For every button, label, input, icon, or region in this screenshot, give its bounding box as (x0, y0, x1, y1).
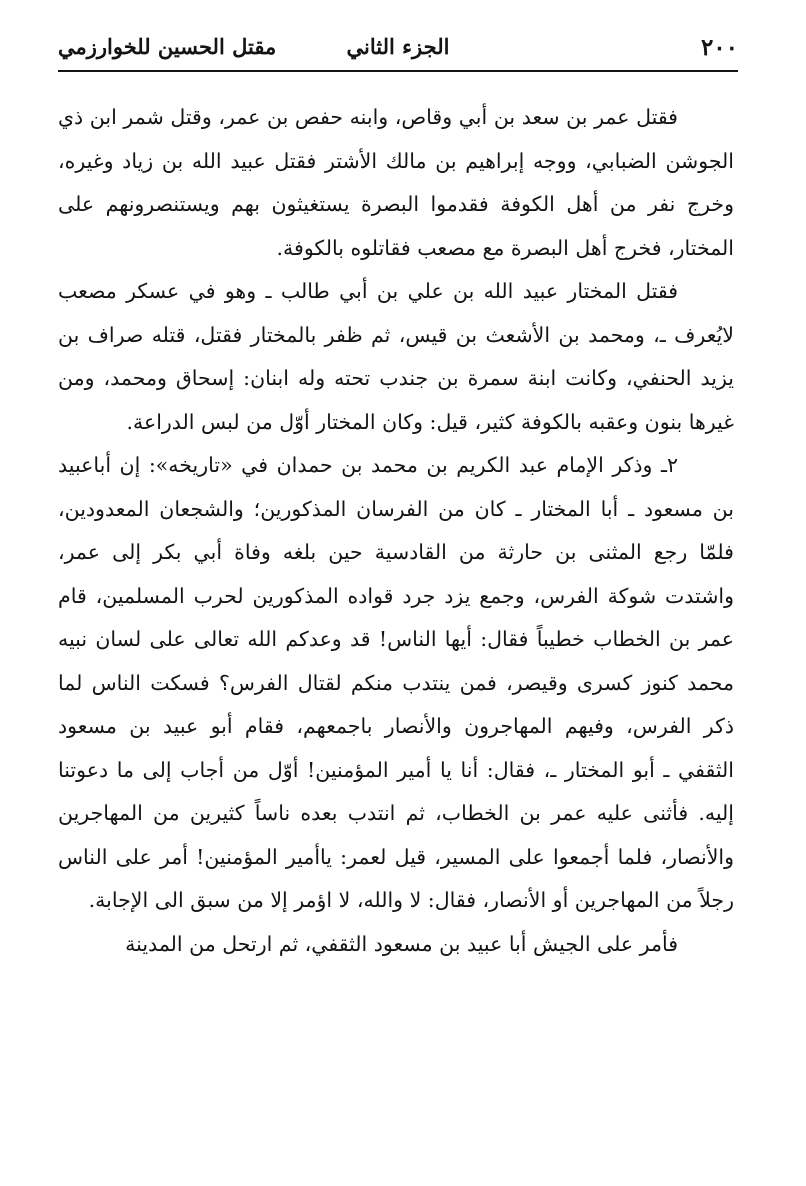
running-header (58, 30, 738, 70)
body-text (58, 96, 734, 966)
paragraph-3: ٢ـ وذكر الإمام عبد الكريم بن محمد بن حمدان في «تاريخه»: إن أباعبيد بن مسعود ـ أبا المختار ـ كان من الفرسان المذكورين؛ والشجعان المعدودين، فلمّا رجع المثنى بن حارثة من القادسية حين بلغه وفاة أبي بكر إلى عمر، واشتدت شوكة الفرس، وجمع يزد جرد قواده المذكورين لحرب المسلمين، قام عمر بن الخطاب خطيباً فقال: أيها الناس! قد وعدكم الله تعالى على لسان نبيه محمد كنوز كسرى وقيصر، فمن ينتدب منكم لقتال الفرس؟ فسكت الناس لما ذكر الفرس، وفيهم المهاجرون والأنصار باجمعهم، فقام أبو عبيد بن مسعود الثقفي ـ أبو المختار ـ، فقال: أنا يا أمير المؤمنين! أوّل من أجاب إلى ما دعوتنا إليه. فأثنى عليه عمر بن الخطاب، ثم انتدب بعده ناساً كثيرين من المهاجرين والأنصار، فلما أجمعوا على المسير، قيل لعمر: ياأمير المؤمنين! أمر على الناس رجلاً من المهاجرين أو الأنصار، فقال: لا والله، لا اؤمر إلا من سبق الى الإجابة. (58, 453, 734, 912)
paragraph-4: فأمر على الجيش أبا عبيد بن مسعود الثقفي، ثم ارتحل من المدينة (125, 931, 678, 956)
paragraph-2: فقتل المختار عبيد الله بن علي بن أبي طالب ـ وهو في عسكر مصعب لايُعرف ـ، ومحمد بن الأشعث بن قيس، ثم ظفر بالمختار فقتل، قتله صراف بن يزيد الحنفي، وكانت ابنة سمرة بن جندب تحته وله ابنان: إسحاق ومحمد، ومن غيرها بنون وعقبه بالكوفة كثير، قيل: وكان المختار أوّل من لبس الدراعة. (58, 279, 734, 434)
page-number: ٢٠٠ (700, 34, 738, 61)
header-divider (58, 70, 738, 72)
book-title: مقتل الحسين للخوارزمي (58, 34, 277, 59)
paragraph-1: فقتل عمر بن سعد بن أبي وقاص، وابنه حفص بن عمر، وقتل شمر ابن ذي الجوشن الضبابي، ووجه إبراهيم بن مالك الأشتر فقتل عبيد الله بن زياد وغيره، وخرج نفر من أهل الكوفة فقدموا البصرة يستغيثون بهم ويستنصرونهم على المختار، فخرج أهل البصرة مع مصعب فقاتلوه بالكوفة. (58, 105, 734, 260)
part-title: الجزء الثاني (346, 34, 450, 59)
